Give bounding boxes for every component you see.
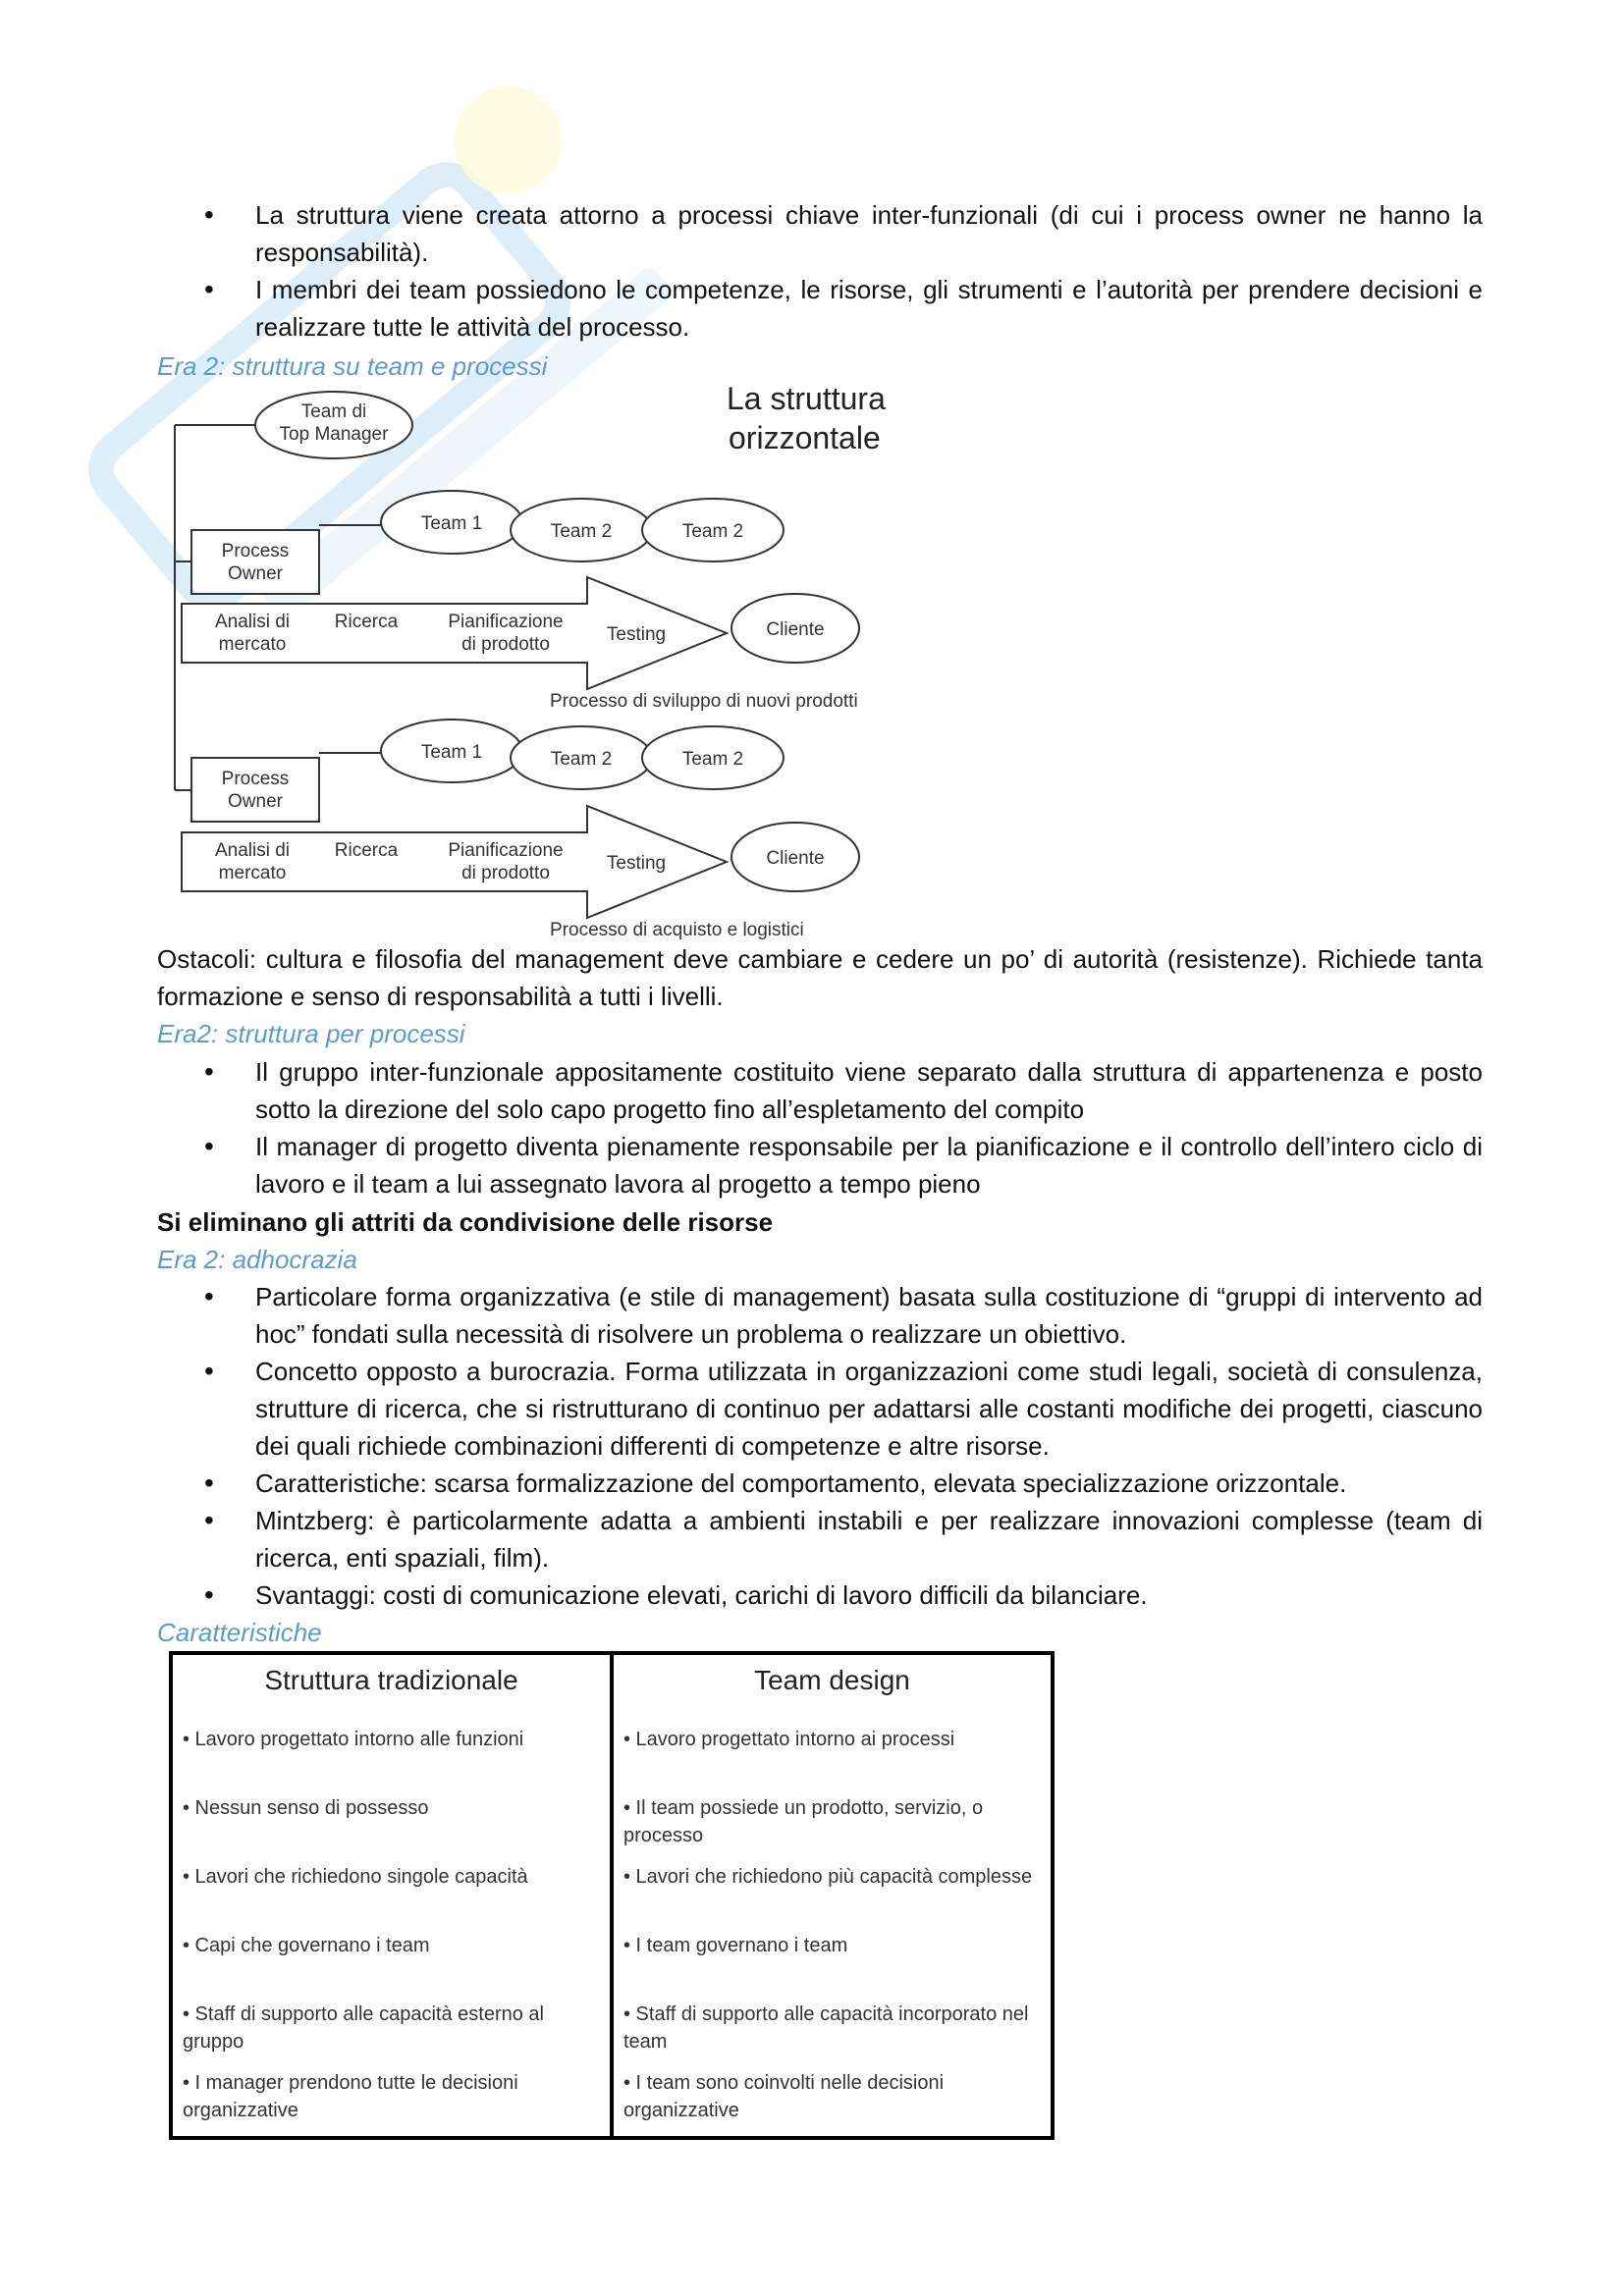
- list-item: • Il gruppo inter-funzionale appositamente costituito viene separato dalla struttura di appartenenza e posto sotto la direzione del solo capo progetto fino all’espletamento del compito: [157, 1053, 1483, 1128]
- section-heading-era2-processi: Era2: struttura per processi: [157, 1019, 465, 1048]
- process-owner-1-label-2: Owner: [228, 563, 283, 584]
- table-cell: • Staff di supporto alle capacità incorporato nel team: [623, 2003, 1029, 2053]
- table-cell: • I team sono coinvolti nelle decisioni organizzative: [623, 2072, 945, 2121]
- list-item: • Il manager di progetto diventa pienamente responsabile per la pianificazione e il controllo dell’intero ciclo di lavoro e il team a lui assegnato lavora al progetto a tempo pieno: [157, 1128, 1483, 1202]
- table-cell: • Lavori che richiedono singole capacità: [183, 1866, 528, 1888]
- ricerca-label-1: Ricerca: [334, 612, 399, 632]
- process-owner-1-label-1: Process: [221, 541, 290, 561]
- testing-label-1: Testing: [606, 624, 667, 645]
- process-owner-2-label-1: Process: [221, 769, 290, 789]
- diagram-title-line-1: La struttura: [727, 381, 886, 416]
- table-cell: • Il team possiede un prodotto, servizio, o processo: [623, 1797, 984, 1846]
- bullet-list-processi: [157, 1053, 1483, 1202]
- table-cell: • Lavori che richiedono più capacità complesse: [623, 1866, 1033, 1888]
- process-1-label: Processo di sviluppo di nuovi prodotti: [550, 691, 858, 712]
- pianificazione-label-1a: Pianificazione: [448, 612, 564, 632]
- pianificazione-label-2a: Pianificazione: [448, 840, 564, 861]
- table-column-team-design: [614, 1655, 1051, 2136]
- pianificazione-label-1b: di prodotto: [461, 634, 550, 655]
- list-item: • I membri dei team possiedono le competenze, le risorse, gli strumenti e l’autorità per prendere decisioni e realizzare tutte le attività del processo.: [157, 271, 1483, 346]
- top-manager-label-2: Top Manager: [279, 424, 389, 445]
- section-heading-era2-team: Era 2: struttura su team e processi: [157, 351, 548, 381]
- cliente-label-2: Cliente: [766, 848, 825, 869]
- table-header-traditional: Struttura tradizionale: [264, 1665, 518, 1695]
- list-item: • Mintzberg: è particolarmente adatta a ambienti instabili e per realizzare innovazioni complesse (team di ricerca, enti spaziali, film).: [157, 1502, 1483, 1576]
- list-item: • Particolare forma organizzativa (e stile di management) basata sulla costituzione di “gruppi di intervento ad hoc” fondati sulla necessità di risolvere un problema o realizzare un obiettivo.: [157, 1278, 1483, 1353]
- table-header-team-design: Team design: [754, 1665, 910, 1695]
- paragraph-ostacoli: Ostacoli: cultura e filosofia del management deve cambiare e cedere un po’ di autorità (resistenze). Richiede tanta formazione e senso di responsabilità a tutti i livelli.: [157, 944, 1483, 1011]
- cliente-label-1: Cliente: [766, 619, 825, 640]
- analisi-label-2b: mercato: [218, 863, 287, 883]
- list-item: • Caratteristiche: scarsa formalizzazione del comportamento, elevata specializzazione orizzontale.: [157, 1465, 1483, 1502]
- team-2-label-row-2a: Team 2: [550, 749, 613, 770]
- table-column-traditional: [173, 1655, 614, 2136]
- pianificazione-label-2b: di prodotto: [461, 863, 550, 883]
- list-item: • Concetto opposto a burocrazia. Forma utilizzata in organizzazioni come studi legali, società di consulenza, strutture di ricerca, che si ristrutturano di continuo per adattarsi alle costanti modifiche dei progetti, ciascuno dei quali richiede combinazioni differenti di competenze e altre risorse.: [157, 1353, 1483, 1465]
- process-owner-box-2: [191, 758, 319, 822]
- analisi-label-2a: Analisi di: [214, 840, 291, 861]
- section-heading-caratteristiche: Caratteristiche: [157, 1618, 322, 1647]
- ricerca-label-2: Ricerca: [334, 840, 399, 861]
- team-2-label-row-1a: Team 2: [550, 521, 613, 542]
- table-cell: • I manager prendono tutte le decisioni organizzative: [183, 2072, 518, 2121]
- process-owner-2-label-2: Owner: [228, 791, 283, 812]
- list-item: • Svantaggi: costi di comunicazione elevati, carichi di lavoro difficili da bilanciare.: [157, 1576, 1483, 1614]
- table-cell: • Capi che governano i team: [183, 1935, 430, 1956]
- bullet-list-structure: [157, 196, 1483, 346]
- top-manager-label-1: Team di: [300, 401, 367, 422]
- table-cell: • Staff di supporto alle capacità esterno al gruppo: [183, 2003, 544, 2053]
- table-cell: • Lavoro progettato intorno alle funzioni: [183, 1729, 524, 1750]
- diagram-title-line-2: orizzontale: [729, 420, 881, 455]
- bold-statement: Si eliminano gli attriti da condivisione delle risorse: [157, 1207, 774, 1237]
- table-cell: • Lavoro progettato intorno ai processi: [623, 1729, 955, 1750]
- section-heading-adhocrazia: Era 2: adhocrazia: [157, 1245, 357, 1274]
- comparison-table: [169, 1651, 1055, 2140]
- team-1-label-row-1: Team 1: [420, 513, 483, 534]
- horizontal-structure-diagram: [157, 368, 923, 942]
- team-2-label-row-1b: Team 2: [681, 521, 744, 542]
- process-2-label: Processo di acquisto e logistici: [550, 920, 804, 940]
- list-item: • La struttura viene creata attorno a processi chiave inter-funzionali (di cui i process owner ne hanno la responsabilità).: [157, 196, 1483, 271]
- analisi-label-1a: Analisi di: [214, 612, 291, 632]
- process-owner-box-1: [191, 530, 319, 594]
- testing-label-2: Testing: [606, 853, 667, 874]
- team-1-label-row-2: Team 1: [420, 742, 483, 763]
- bullet-list-adhocrazia: [157, 1278, 1483, 1614]
- table-cell: • I team governano i team: [623, 1935, 848, 1956]
- team-2-label-row-2b: Team 2: [681, 749, 744, 770]
- table-cell: • Nessun senso di possesso: [183, 1797, 429, 1819]
- analisi-label-1b: mercato: [218, 634, 287, 655]
